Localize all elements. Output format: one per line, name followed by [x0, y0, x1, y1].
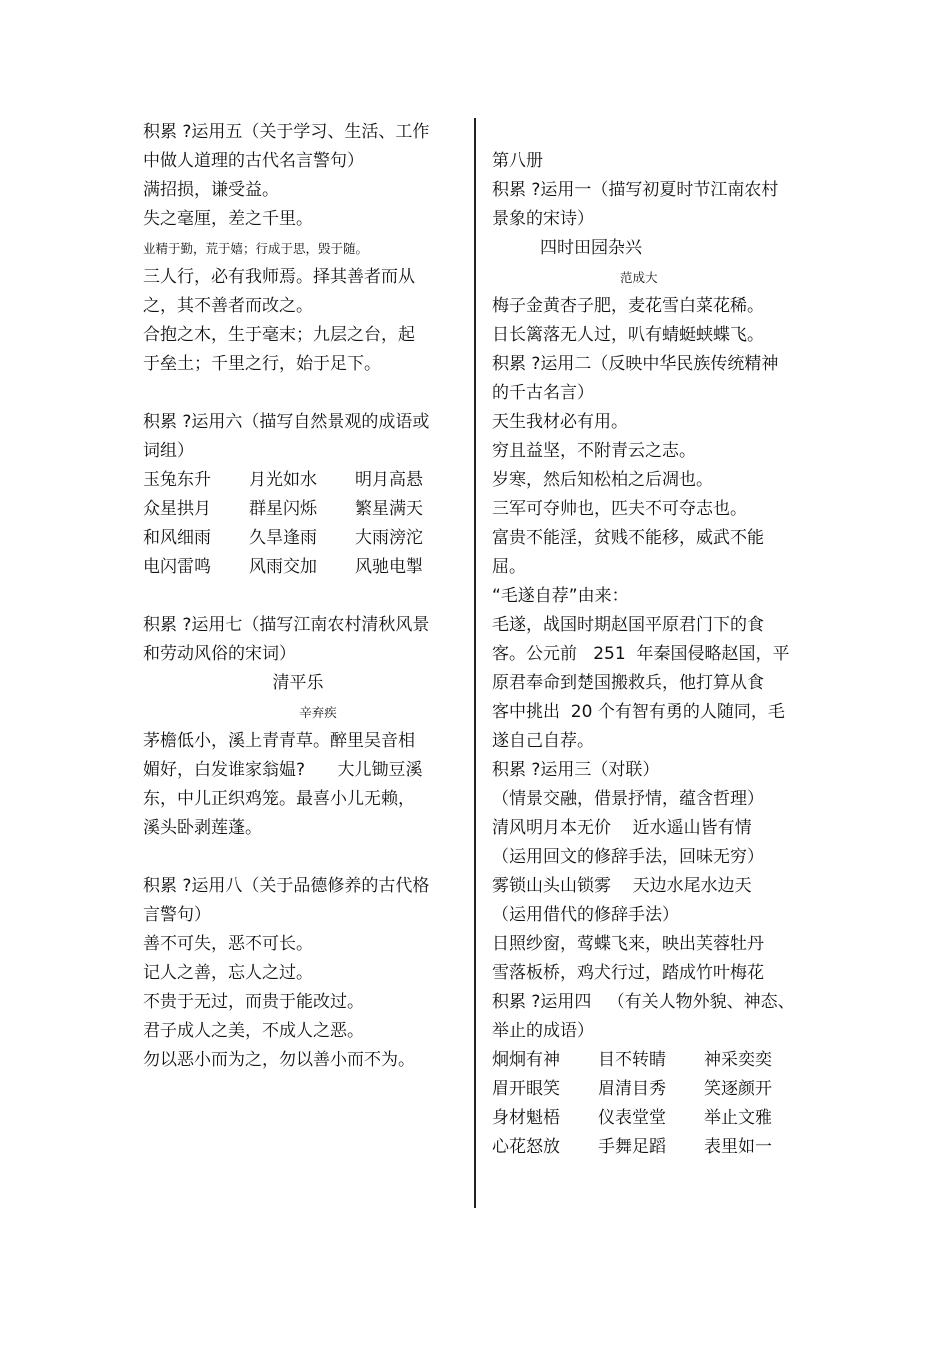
idiom-row: 身材魁梧 仪表堂堂 举止文雅 [492, 1108, 772, 1128]
section-r2-title: 积累 ?运用二（反映中华民族传统精神 [492, 354, 779, 374]
story-line: 毛遂，战国时期赵国平原君门下的食 [492, 615, 764, 635]
quote-line: 屈。 [492, 557, 526, 577]
section-r1-title: 景象的宋诗） [492, 209, 594, 229]
story-heading: “毛遂自荐”由来： [492, 586, 629, 606]
quote-line: 三军可夺帅也，匹夫不可夺志也。 [492, 499, 747, 519]
book-heading: 第八册 [492, 151, 543, 171]
proverb-line: 于垒土；千里之行，始于足下。 [143, 354, 381, 374]
section-r2-title: 的千古名言） [492, 383, 594, 403]
section-r4-title: 举止的成语） [492, 1021, 594, 1041]
proverb-line: 合抱之木，生于毫末；九层之台，起 [143, 325, 415, 345]
section-r4-title: 积累 ?运用四 （有关人物外貌、神态、 [492, 992, 795, 1012]
right-column [492, 147, 812, 1162]
proverb-line: 之，其不善者而改之。 [143, 296, 313, 316]
story-line: 遂自己自荐。 [492, 731, 594, 751]
section-5-title: 积累 ?运用五（关于学习、生活、工作 [143, 122, 430, 142]
section-7-title: 和劳动风俗的宋词） [143, 644, 296, 664]
couplet-note: （运用回文的修辞手法，回味无穷） [492, 847, 764, 867]
section-7-title: 积累 ?运用七（描写江南农村清秋风景 [143, 615, 430, 635]
couplet-line: 日照纱窗，莺蝶飞来，映出芙蓉牡丹 [492, 934, 764, 954]
proverb-line: 君子成人之美，不成人之恶。 [143, 1021, 364, 1041]
proverb-line: 善不可失，恶不可长。 [143, 934, 313, 954]
proverb-line: 不贵于无过，而贵于能改过。 [143, 992, 364, 1012]
quote-line: 岁寒，然后知松柏之后凋也。 [492, 470, 713, 490]
proverb-line: 满招损，谦受益。 [143, 180, 279, 200]
section-8-title: 言警句） [143, 905, 211, 925]
poem-line: 溪头卧剥莲蓬。 [143, 818, 262, 838]
section-5-title: 中做人道理的古代名言警句） [143, 151, 364, 171]
section-6-title: 积累 ?运用六（描写自然景观的成语或 [143, 412, 430, 432]
section-6-title: 词组） [143, 441, 194, 461]
section-8-title: 积累 ?运用八（关于品德修养的古代格 [143, 876, 430, 896]
quote-line: 天生我材必有用。 [492, 412, 628, 432]
idiom-row: 玉兔东升 月光如水 明月高悬 [143, 470, 423, 490]
story-line: 客中挑出 20 个有智有勇的人随同，毛 [492, 702, 785, 722]
story-line: 原君奉命到楚国搬救兵，他打算从食 [492, 673, 764, 693]
idiom-row: 炯炯有神 目不转睛 神采奕奕 [492, 1050, 772, 1070]
story-line: 客。公元前 251 年秦国侵略赵国，平 [492, 644, 790, 664]
couplet-note: （情景交融，借景抒情，蕴含哲理） [492, 789, 764, 809]
couplet-note: （运用借代的修辞手法） [492, 905, 679, 925]
quote-line: 富贵不能淫，贫贱不能移，威武不能 [492, 528, 764, 548]
idiom-row: 众星拱月 群星闪烁 繁星满天 [143, 499, 423, 519]
poem-author: 辛弃疾 [299, 705, 337, 720]
poem-title: 四时田园杂兴 [540, 238, 642, 258]
poem-line: 梅子金黄杏子肥，麦花雪白菜花稀。 [492, 296, 764, 316]
section-r1-title: 积累 ?运用一（描写初夏时节江南农村 [492, 180, 779, 200]
couplet-line: 清风明月本无价 近水遥山皆有情 [492, 818, 752, 838]
proverb-line: 失之毫厘，差之千里。 [143, 209, 313, 229]
proverb-line: 勿以恶小而为之，勿以善小而不为。 [143, 1050, 415, 1070]
left-column [143, 118, 453, 1075]
idiom-row: 和风细雨 久旱逢雨 大雨滂沱 [143, 528, 423, 548]
poem-line: 日长篱落无人过，叭有蜻蜓蛱蝶飞。 [492, 325, 764, 345]
poem-line: 茅檐低小，溪上青青草。醉里吴音相 [143, 731, 415, 751]
section-r3-title: 积累 ?运用三（对联） [492, 760, 660, 780]
idiom-row: 心花怒放 手舞足蹈 表里如一 [492, 1137, 772, 1157]
couplet-line: 雪落板桥，鸡犬行过，踏成竹叶梅花 [492, 963, 764, 983]
column-divider [474, 118, 476, 1208]
idiom-row: 眉开眼笑 眉清目秀 笑逐颜开 [492, 1079, 772, 1099]
poem-line: 东，中儿正织鸡笼。最喜小儿无赖， [143, 789, 415, 809]
poem-line: 媚好，白发谁家翁媪? 大儿锄豆溪 [143, 760, 423, 780]
poem-title: 清平乐 [272, 673, 324, 693]
proverb-line: 记人之善，忘人之过。 [143, 963, 313, 983]
proverb-line-small: 业精于勤，荒于嬉；行成于思，毁于随。 [143, 241, 369, 256]
quote-line: 穷且益坚，不附青云之志。 [492, 441, 696, 461]
poem-author: 范成大 [620, 270, 658, 285]
proverb-line: 三人行，必有我师焉。择其善者而从 [143, 267, 415, 287]
idiom-row: 电闪雷鸣 风雨交加 风驰电掣 [143, 557, 423, 577]
couplet-line: 雾锁山头山锁雾 天边水尾水边天 [492, 876, 752, 896]
